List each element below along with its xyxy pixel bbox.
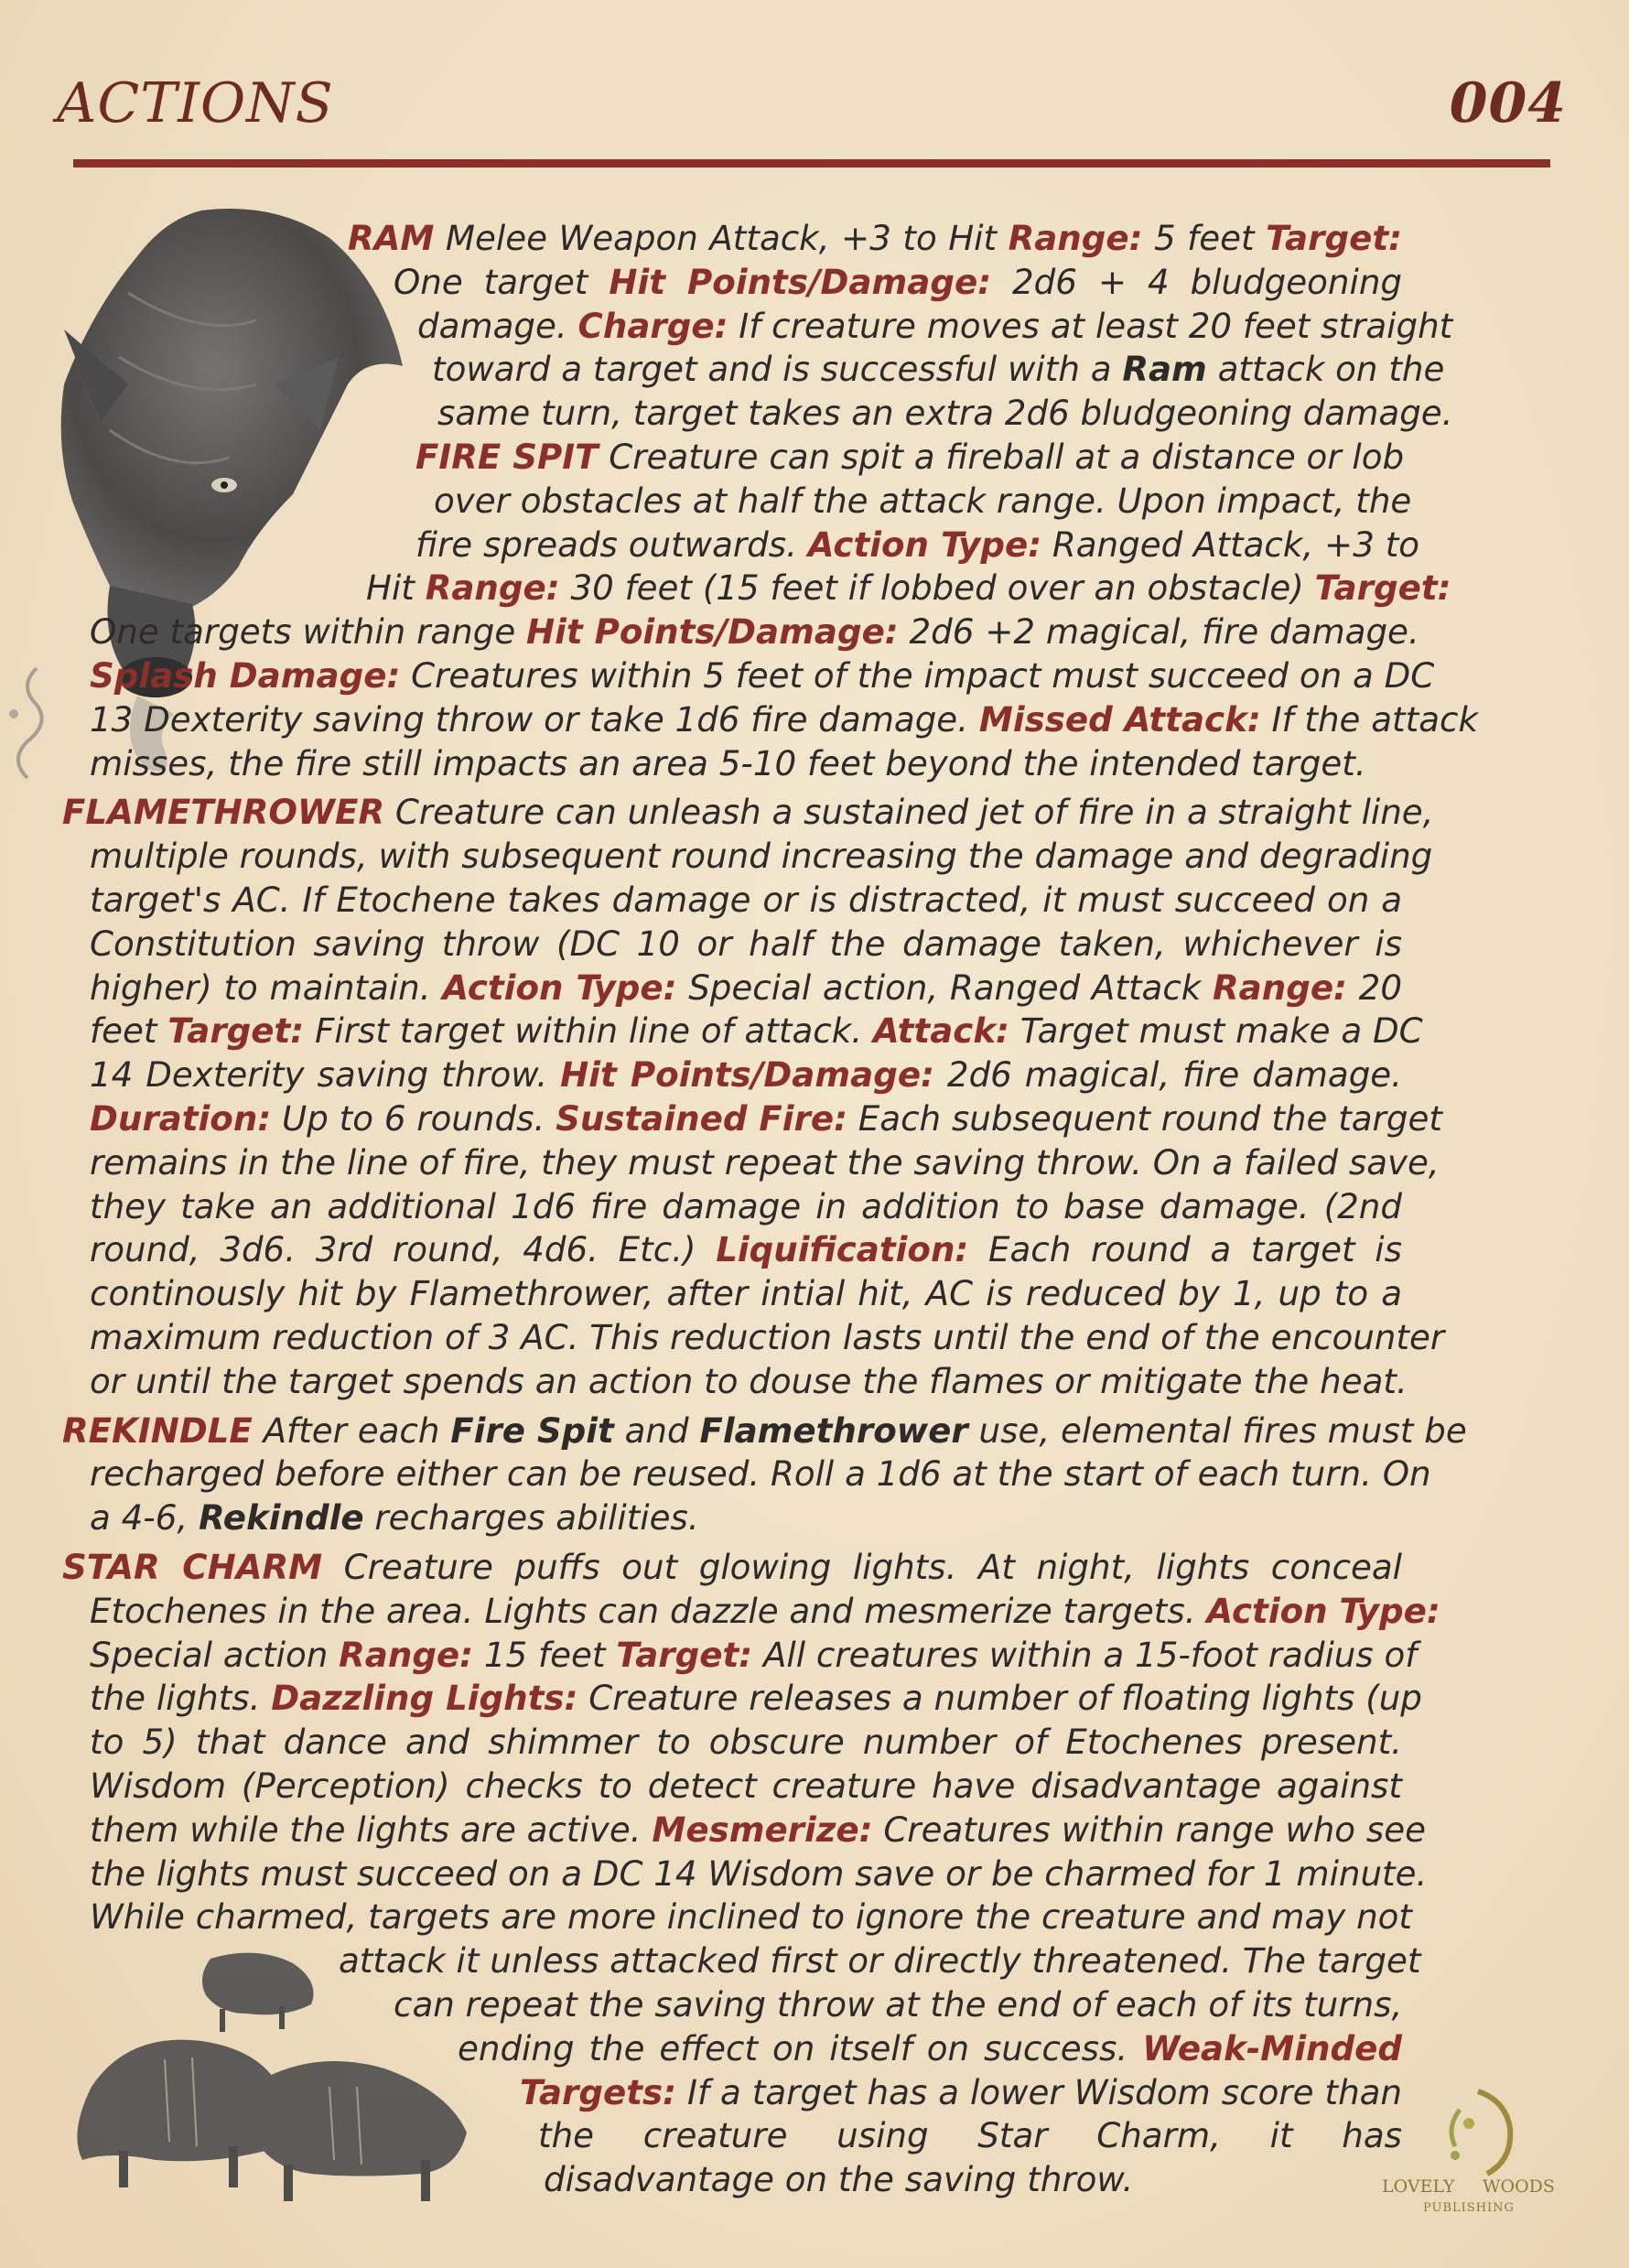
ability-reference: Rekindle [199, 1497, 364, 1539]
keyword-label: Sustained Fire: [556, 1098, 847, 1139]
text-segment: and [613, 1409, 700, 1451]
text-line [366, 566, 1451, 610]
keyword-label: RAM [348, 218, 435, 258]
text-segment: After each [252, 1409, 451, 1451]
text-line [415, 523, 1420, 567]
text-segment: Target must make a DC [1009, 1010, 1423, 1052]
text-segment: target's AC. If Etochene takes damage or is distracted, it must succeed on a [90, 880, 1402, 920]
text-segment: a 4-6, [90, 1497, 199, 1539]
text-segment: recharged before either can be reused. Roll a 1d6 at the start of each turn. On [90, 1453, 1431, 1495]
keyword-label: Hit Points/Damage: [560, 1054, 934, 1096]
text-segment: attack on the [1206, 349, 1445, 390]
text-segment: Creatures within range who see [872, 1809, 1427, 1850]
text-segment: Creature can spit a fireball at a distance or lob [598, 437, 1405, 477]
text-line [90, 1227, 1402, 1271]
keyword-label: Attack: [872, 1010, 1009, 1052]
text-segment: Special action [90, 1634, 340, 1675]
text-segment: Melee Weapon Attack, +3 to Hit [434, 218, 1009, 258]
text-line [415, 435, 1405, 479]
text-segment: 15 feet [473, 1634, 617, 1675]
text-segment: to 5) that dance and shimmer to obscure number of Etochenes present. [90, 1722, 1402, 1763]
text-segment: Constitution saving throw (DC 10 or half the damage taken, whichever is [90, 923, 1402, 964]
text-segment: Etochenes in the area. Lights can dazzle and mesmerize targets. [90, 1590, 1207, 1631]
text-segment: If the attack [1260, 698, 1478, 740]
keyword-label: STAR CHARM [62, 1547, 323, 1587]
text-segment: All creatures within a 15-foot radius of [752, 1634, 1418, 1675]
text-segment: 14 Dexterity saving throw. [90, 1054, 561, 1096]
smoke-wisp-decoration [0, 659, 55, 787]
keyword-label: Target: [616, 1634, 753, 1675]
text-segment: 30 feet (15 feet if lobbed over an obstacle) [559, 567, 1315, 609]
text-segment: the creature using Star Charm, it has [538, 2115, 1402, 2156]
text-segment: While charmed, targets are more inclined to ignore the creature and may not [90, 1896, 1413, 1938]
text-segment: 2d6 +2 magical, fire damage. [898, 611, 1419, 653]
keyword-label: Range: [1008, 218, 1143, 258]
text-line [544, 2157, 1402, 2201]
text-line [90, 741, 1402, 785]
text-segment: Creatures within 5 feet of the impact must succeed on a DC [400, 655, 1435, 696]
text-segment: fire spreads outwards. [415, 524, 808, 565]
text-segment: One targets within range [90, 611, 527, 653]
text-line [394, 1982, 1402, 2026]
text-segment: Up to 6 rounds. [271, 1098, 556, 1139]
text-line [434, 479, 1412, 523]
keyword-label: Liquification: [716, 1229, 969, 1270]
text-segment: If creature moves at least 20 feet straight [728, 305, 1453, 346]
text-segment: 5 feet [1142, 218, 1267, 258]
text-line [90, 922, 1402, 966]
text-line [458, 2026, 1402, 2070]
text-line [90, 1808, 1427, 1852]
text-segment: remains in the line of fire, they must repeat the saving throw. On a failed save, [90, 1141, 1440, 1183]
keyword-label: Range: [339, 1634, 474, 1675]
header-rule [73, 159, 1550, 167]
text-segment: higher) to maintain. [90, 967, 443, 1008]
text-segment: feet [90, 1010, 168, 1052]
keyword-label: Dazzling Lights: [271, 1678, 578, 1719]
text-line [417, 304, 1453, 348]
text-line [90, 1633, 1418, 1677]
text-line [90, 1009, 1423, 1053]
text-segment: maximum reduction of 3 AC. This reduction lasts until the end of the encounter [90, 1317, 1445, 1357]
keyword-label: Range: [425, 567, 560, 609]
text-segment: Each subsequent round the target [847, 1098, 1442, 1139]
text-line [90, 878, 1402, 922]
text-segment: round, 3d6. 3rd round, 4d6. Etc.) [90, 1229, 717, 1270]
text-segment: the lights must succeed on a DC 14 Wisdom save or be charmed for 1 minute. [90, 1852, 1428, 1894]
text-segment: Wisdom (Perception) checks to detect creature have disadvantage against [90, 1766, 1402, 1806]
text-line [90, 1720, 1402, 1764]
ability-reference: Fire Spit [450, 1409, 614, 1451]
text-segment: Creature can unleash a sustained jet of fire in a straight line, [384, 792, 1434, 833]
text-segment: If a target has a lower Wisdom score than [676, 2071, 1402, 2112]
text-segment: misses, the fire still impacts an area 5-10 feet beyond the intended target. [90, 742, 1366, 783]
text-line [62, 790, 1434, 834]
keyword-label: Action Type: [1206, 1590, 1440, 1631]
text-segment: they take an additional 1d6 fire damage in addition to base damage. (2nd [90, 1185, 1402, 1226]
text-line [90, 1764, 1402, 1808]
text-segment: toward a target and is successful with a [432, 349, 1123, 390]
text-line [90, 1452, 1431, 1496]
text-line [90, 1852, 1428, 1895]
text-segment: Creature puffs out glowing lights. At night, lights conceal [322, 1547, 1402, 1587]
text-line [90, 1315, 1445, 1359]
text-segment: Special action, Ranged Attack [676, 967, 1214, 1008]
text-line [432, 347, 1445, 391]
text-segment: 2d6 + 4 bludgeoning [991, 261, 1402, 302]
text-line [339, 1939, 1421, 1982]
text-line [62, 1545, 1402, 1589]
text-line [437, 391, 1453, 435]
keyword-label: Target: [167, 1010, 305, 1052]
publisher-logo-text-left: LOVELY [1382, 2176, 1455, 2197]
text-segment: Hit [366, 567, 426, 609]
text-line [90, 1895, 1413, 1939]
text-segment: or until the target spends an action to douse the flames or mitigate the heat. [90, 1360, 1408, 1401]
ability-reference: Flamethrower [699, 1409, 968, 1451]
keyword-label: Charge: [577, 305, 728, 346]
text-segment: ending the effect on itself on success. [458, 2027, 1143, 2068]
text-segment: 13 Dexterity saving throw or take 1d6 fire damage. [90, 698, 979, 740]
text-line [90, 834, 1433, 878]
publisher-logo-text-publishing: PUBLISHING [1423, 2201, 1515, 2215]
text-segment: attack it unless attacked first or directly threatened. The target [339, 1940, 1421, 1982]
text-line [62, 1409, 1467, 1453]
keyword-label: REKINDLE [62, 1409, 253, 1451]
keyword-label: Mesmerize: [652, 1809, 873, 1850]
keyword-label: Splash Damage: [90, 655, 401, 696]
text-line [90, 1589, 1440, 1633]
text-segment: can repeat the saving throw at the end of each of its turns, [394, 1984, 1403, 2025]
text-segment: continously hit by Flamethrower, after intial hit, AC is reduced by 1, up to a [90, 1273, 1402, 1314]
keyword-label: FIRE SPIT [415, 437, 599, 477]
text-segment: same turn, target takes an extra 2d6 bludgeoning damage. [437, 393, 1453, 434]
text-line [90, 1271, 1402, 1315]
text-line [538, 2113, 1402, 2157]
text-line [90, 610, 1419, 653]
keyword-label: Action Type: [442, 967, 677, 1008]
text-segment: use, elemental fires must be [967, 1409, 1467, 1451]
keyword-label: Targets: [520, 2071, 677, 2112]
keyword-label: Missed Attack: [978, 698, 1261, 740]
page-number: 004 [1449, 71, 1567, 135]
text-line [348, 216, 1402, 260]
text-line [90, 1676, 1422, 1720]
text-segment: damage. [417, 305, 578, 346]
text-line [90, 1096, 1442, 1140]
text-segment: disadvantage on the saving throw. [544, 2159, 1134, 2200]
text-line [90, 697, 1478, 741]
text-line [90, 966, 1402, 1010]
text-segment: them while the lights are active. [90, 1809, 653, 1850]
text-segment: recharges abilities. [363, 1497, 699, 1539]
text-segment: First target within line of attack. [304, 1010, 873, 1052]
keyword-label: Duration: [90, 1098, 272, 1139]
publisher-logo-emblem [1423, 2082, 1533, 2192]
text-line [394, 260, 1402, 304]
text-line [90, 1140, 1440, 1184]
text-line [90, 1496, 1402, 1539]
ability-reference: Ram [1122, 349, 1207, 390]
keyword-label: Target: [1314, 567, 1451, 609]
keyword-label: Target: [1266, 218, 1402, 258]
text-segment: Each round a target is [968, 1229, 1403, 1270]
keyword-label: Hit Points/Damage: [526, 611, 899, 653]
text-segment: the lights. [90, 1678, 272, 1719]
keyword-label: FLAMETHROWER [62, 792, 385, 833]
keyword-label: Hit Points/Damage: [609, 261, 992, 302]
text-line [90, 1053, 1402, 1096]
text-segment: One target [394, 261, 610, 302]
publisher-logo-text-right: WOODS [1483, 2176, 1555, 2197]
text-segment: Creature releases a number of floating lights (up [577, 1678, 1422, 1719]
text-segment: 20 [1346, 967, 1402, 1008]
text-segment: Ranged Attack, +3 to [1041, 524, 1420, 565]
text-segment: multiple rounds, with subsequent round increasing the damage and degrading [90, 836, 1433, 877]
text-segment: over obstacles at half the attack range. Upon impact, the [434, 480, 1412, 521]
text-line [90, 1359, 1408, 1403]
keyword-label: Action Type: [807, 524, 1042, 565]
section-title: ACTIONS [57, 71, 334, 135]
text-line [520, 2070, 1402, 2114]
text-line [90, 653, 1435, 697]
keyword-label: Weak-Minded [1142, 2027, 1402, 2068]
keyword-label: Range: [1213, 967, 1347, 1008]
text-line [90, 1184, 1402, 1228]
text-segment: 2d6 magical, fire damage. [933, 1054, 1402, 1096]
